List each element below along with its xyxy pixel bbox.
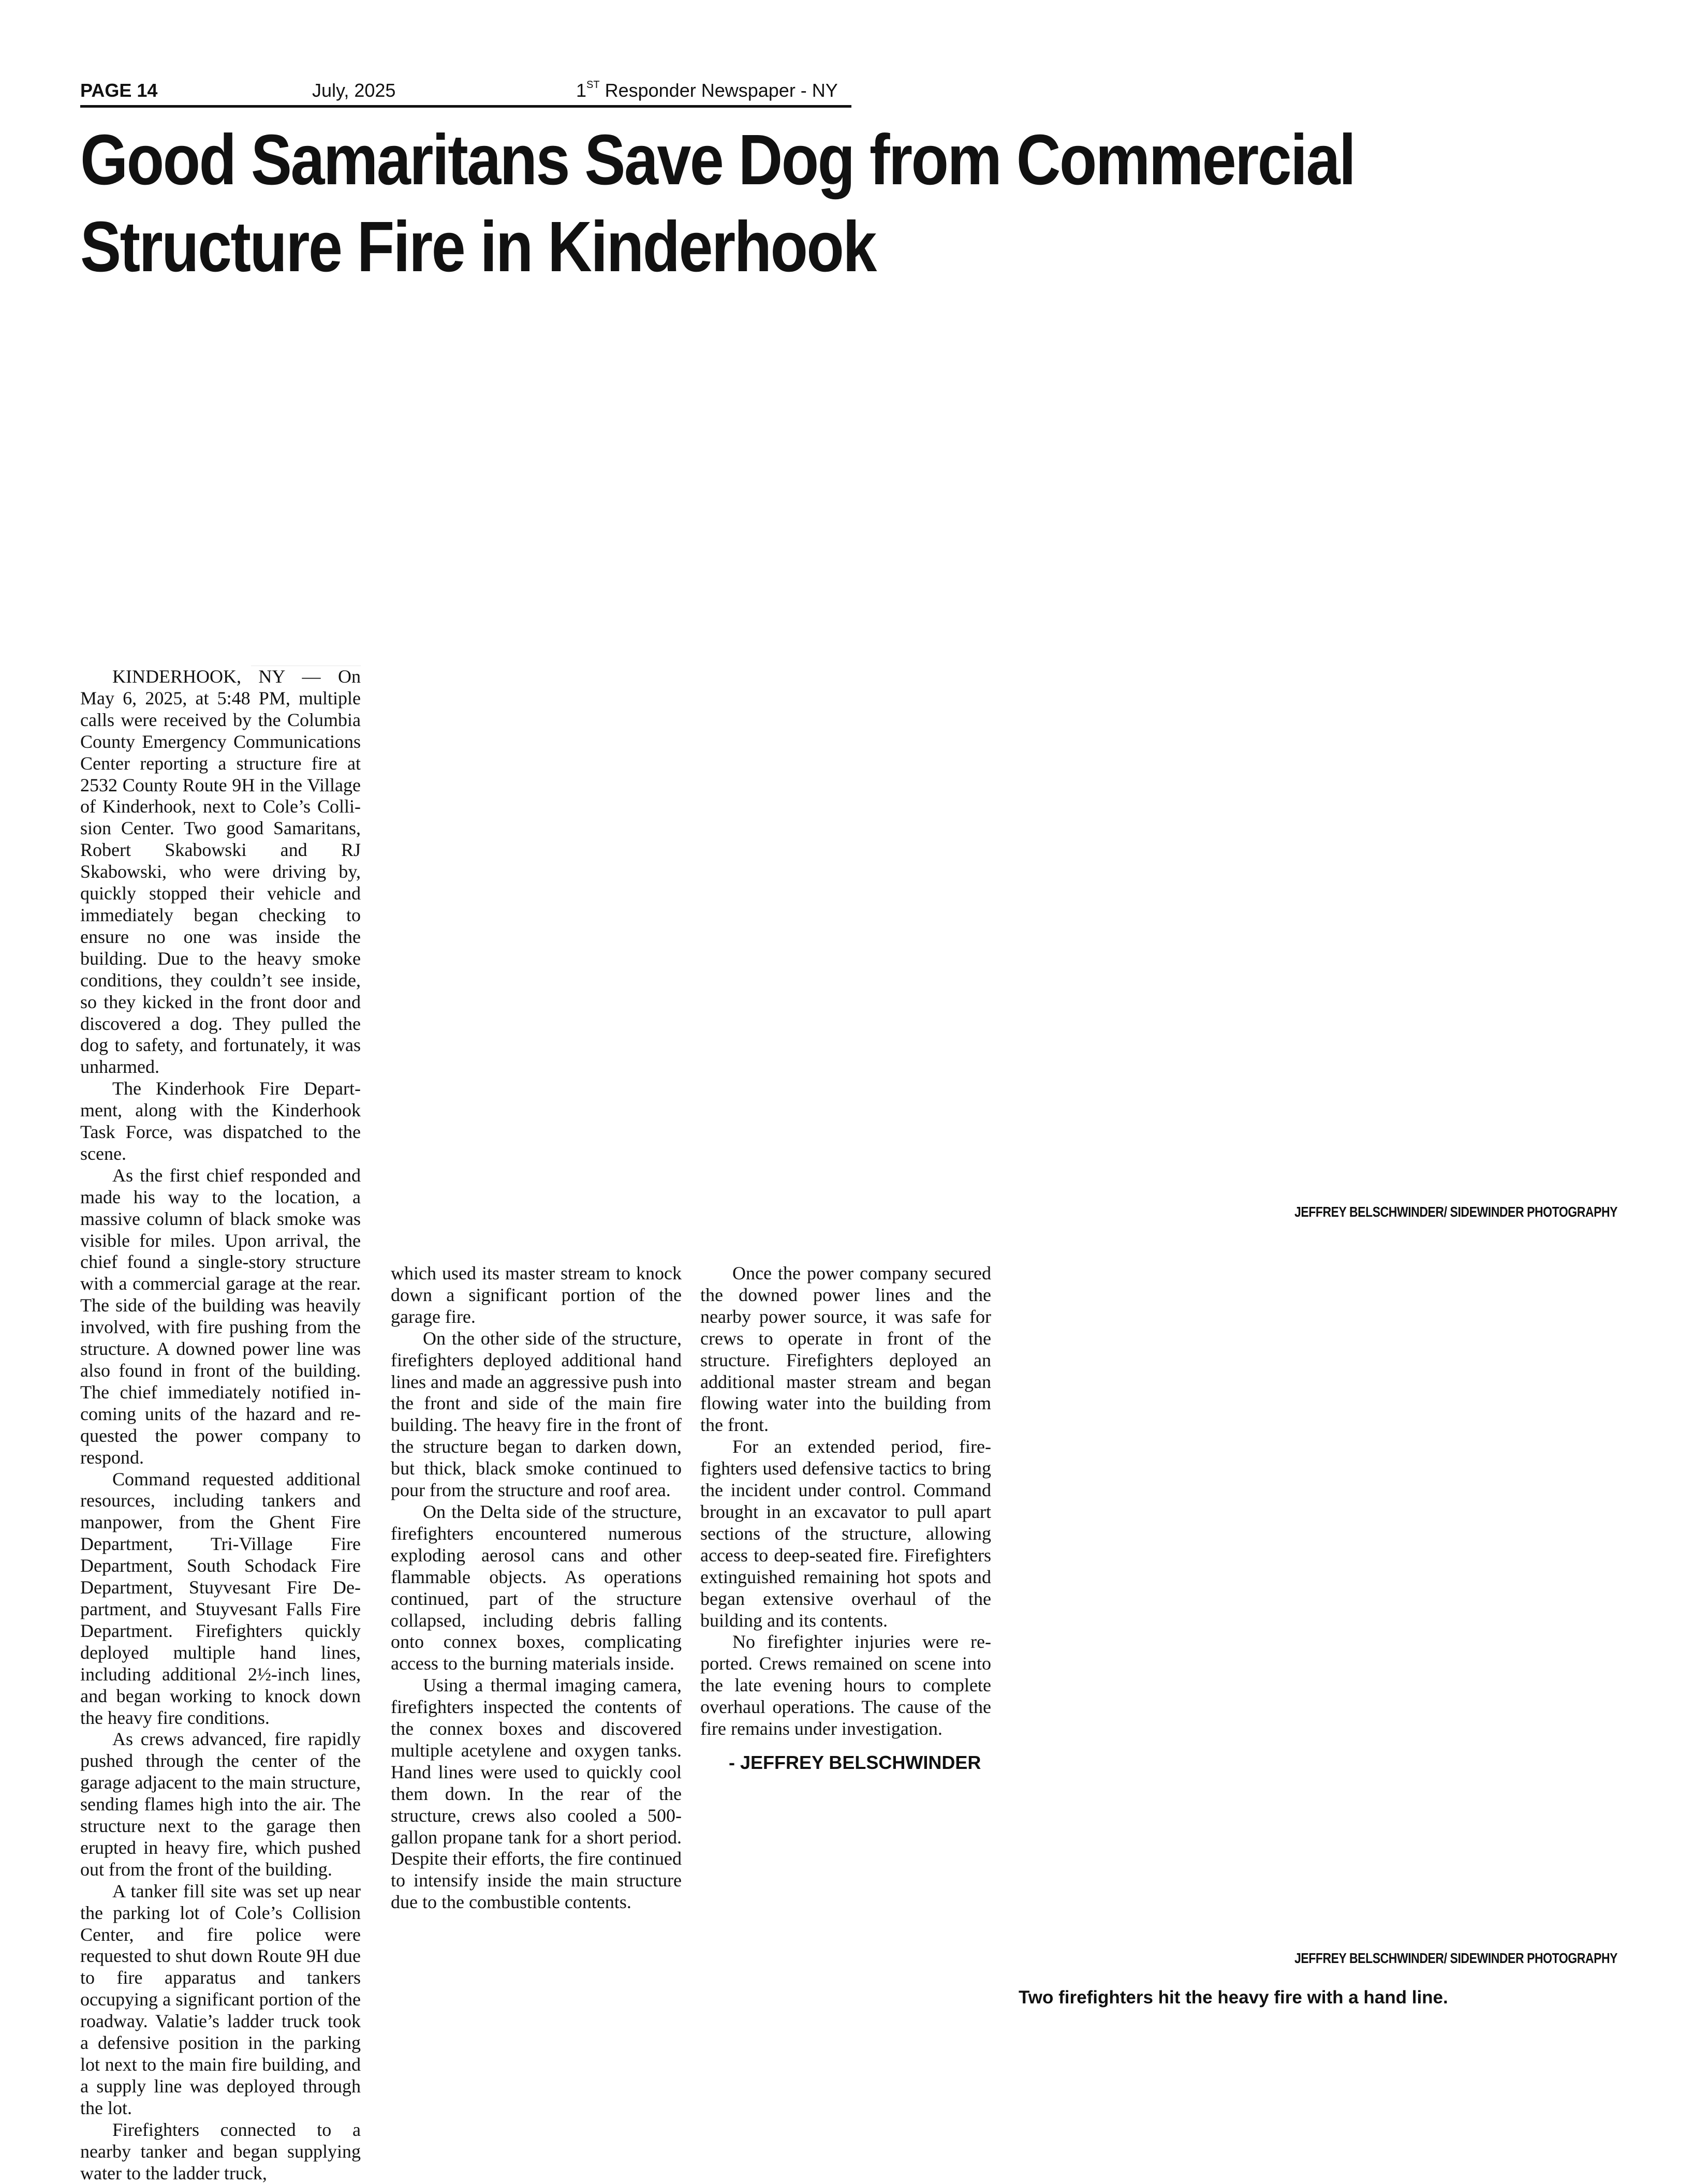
- issue-date: July, 2025: [312, 80, 396, 101]
- article-paragraph: which used its master stream to knock down a significant portion of the garage fire.: [391, 1263, 682, 1327]
- article-column-1: [80, 315, 361, 2184]
- photo-bottom: [1019, 1255, 1617, 1949]
- article-paragraph: A tanker fill site was set up near the parking lot of Cole’s Collision Center, and fire police were requested to shut down Route 9H due to fire apparatus and tankers occupying a significant portion of the roadway. Valatie’s ladder truck took a defensive position in the parking lot next to the main fire building, and a supply line was deployed through the lot.: [80, 1880, 361, 2118]
- article-paragraph: No firefighter injuries were reported. Crews remained on scene into the late evening hours to complete overhaul operations. The cause of the fire remains under investigation.: [700, 1631, 991, 1739]
- article-paragraph: Firefighters connected to a nearby tanker and began supplying water to the ladder truck,: [80, 2119, 361, 2183]
- article-paragraph: Once the power company secured the downed power lines and the nearby power source, it was safe for crews to operate in front of the structure. Firefighters deployed an additional master stream and began flowing water into the building from the front.: [700, 1263, 991, 1436]
- byline: - JEFFREY BELSCHWINDER: [729, 1751, 981, 1773]
- header-rule: [80, 105, 851, 108]
- article-column-3: [700, 1263, 991, 1774]
- photo-credit-top: JEFFREY BELSCHWINDER/ SIDEWINDER PHOTOGRAPHY: [1294, 1204, 1617, 1220]
- article-paragraph: Using a thermal imaging camera, firefighters inspected the contents of the connex boxes and discovered multiple acetylene and oxygen tanks. Hand lines were used to quickly cool them down. In the rear of the structure, crews also cooled a 500-gallon propane tank for a short period. Despite their efforts, the fire continued to intensify inside the main structure due to the combustible contents.: [391, 1675, 682, 1913]
- newspaper-name-suffix: Responder Newspaper - NY: [599, 80, 838, 101]
- article-paragraph: On the other side of the structure, firefighters deployed additional hand lines and made an aggressive push into the front and side of the main fire building. The heavy fire in the front of the structure began to darken down, but thick, black smoke continued to pour from the structure and roof area.: [391, 1327, 682, 1501]
- article-paragraph: As the first chief responded and made his way to the location, a massive column of black smoke was visible for miles. Upon arrival, the chief found a single-story structure with a commercial garage at the rear. The side of the building was heavily involved, with fire pushing from the structure. A downed power line was also found in front of the building. The chief immediately notified incoming units of the hazard and requested the power company to respond.: [80, 1164, 361, 1468]
- page-number: PAGE 14: [80, 80, 158, 101]
- photo-credit-bottom: JEFFREY BELSCHWINDER/ SIDEWINDER PHOTOGRAPHY: [1294, 1950, 1617, 1966]
- photo-top: [391, 311, 1617, 1203]
- article-paragraph: For an extended period, firefighters used defensive tactics to bring the incident under control. Command brought in an excavator to pull apart sections of the structure, allowing access to deep-seated fire. Firefighters extinguished remaining hot spots and began extensive overhaul of the building and its contents.: [700, 1436, 991, 1631]
- article-column-2: [391, 1263, 682, 1913]
- inset-photo-space: [251, 315, 361, 666]
- newspaper-name-prefix: 1: [576, 80, 587, 101]
- article-paragraph: The Kinderhook Fire Department, along with the Kinderhook Task Force, was dispatched to the scene.: [80, 1078, 361, 1164]
- article-paragraph: On the Delta side of the structure, firefighters encountered numerous exploding aerosol cans and other flammable objects. As operations continued, part of the structure collapsed, including debris falling onto connex boxes, complicating access to the burning materials inside.: [391, 1501, 682, 1674]
- photo-caption: Two firefighters hit the heavy fire with a hand line.: [1019, 1987, 1448, 2008]
- article-paragraph: KINDERHOOK, NY — On May 6, 2025, at 5:48 PM, multiple calls were received by the Columbia County Emergency Communications Center reporting a structure fire at 2532 County Route 9H in the Village of Kinderhook, next to Cole’s Collision Center. Two good Samaritans, Robert Skabowski and RJ Skabowski, who were driving by, quickly stopped their vehicle and immediately began checking to ensure no one was inside the building. Due to the heavy smoke conditions, they couldn’t see inside, so they kicked in the front door and discovered a dog. They pulled the dog to safety, and fortunately, it was unharmed.: [80, 666, 361, 1078]
- newspaper-name: [576, 78, 838, 104]
- article-paragraph: Command requested additional resources, including tankers and manpower, from the Ghent Fire Department, Tri-Village Fire Department, South Schodack Fire Department, Stuyvesant Fire Department, and Stuyvesant Falls Fire Department. Firefighters quickly deployed multiple hand lines, including additional 2½-inch lines, and began working to knock down the heavy fire conditions.: [80, 1468, 361, 1728]
- newspaper-name-superscript: ST: [586, 79, 600, 91]
- headline: Good Samaritans Save Dog from Commercial Structure Fire in Kinderhook: [80, 120, 1355, 287]
- article-paragraph: As crews advanced, fire rapidly pushed through the center of the garage adjacent to the main structure, sending flames high into the air. The structure next to the garage then erupted in heavy fire, which pushed out from the front of the building.: [80, 1729, 361, 1880]
